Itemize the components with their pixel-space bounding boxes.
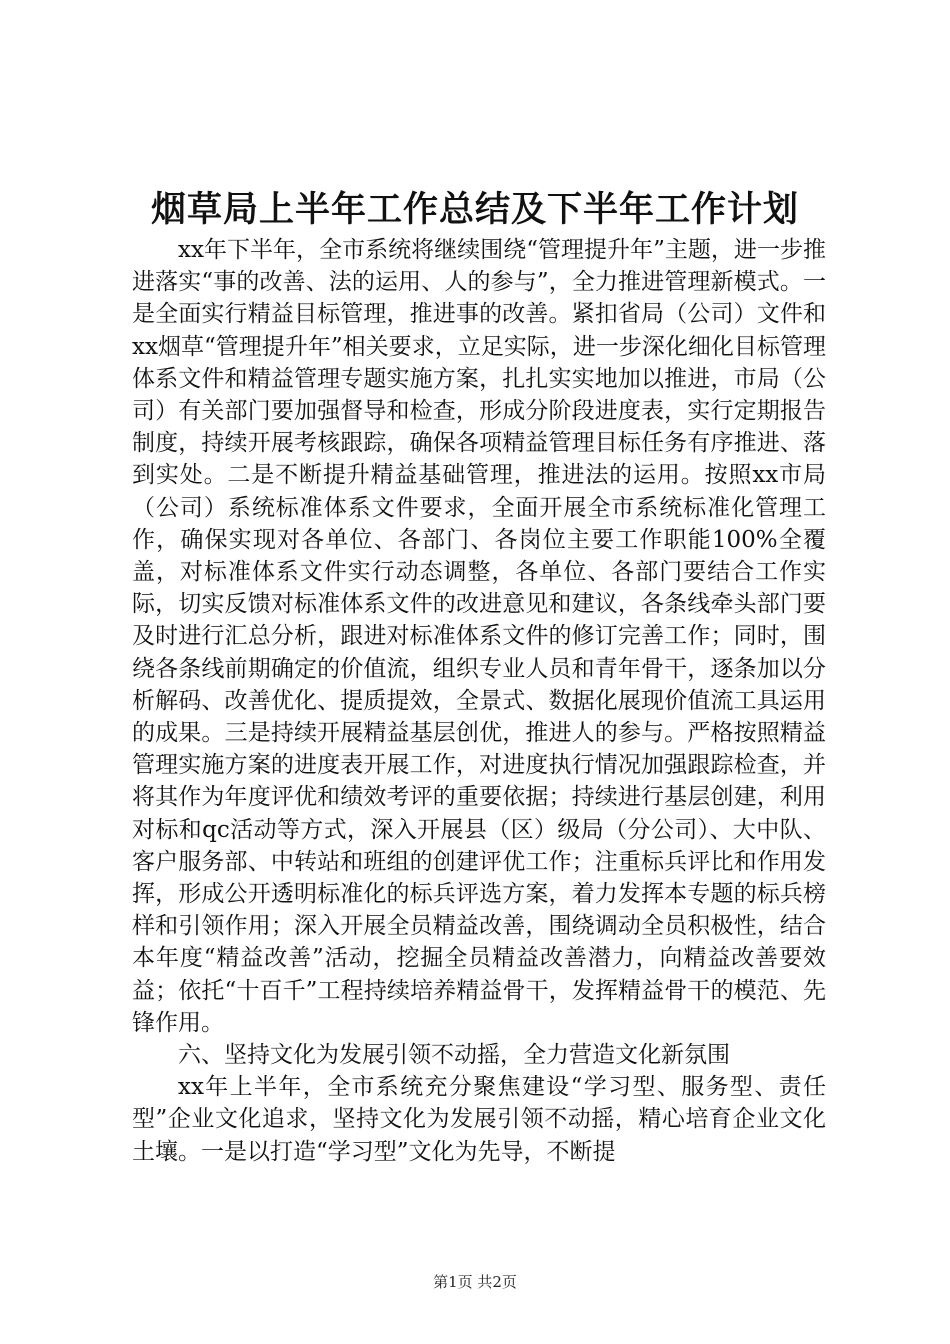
body-paragraph: xx年下半年，全市系统将继续围绕“管理提升年”主题，进一步推进落实“事的改善、法的运用、人的参与”，全力推进管理新模式。一是全面实行精益目标管理，推进事的改善。紧扣省局（公司）文件和xx烟草“管理提升年”相关要求，立足实际，进一步深化细化目标管理体系文件和精益管理专题实施方案，扎扎实实地加以推进，市局（公司）有关部门要加强督导和检查，形成分阶段进度表，实行定期报告制度，持续开展考核跟踪，确保各项精益管理目标任务有序推进、落到实处。二是不断提升精益基础管理，推进法的运用。按照xx市局（公司）系统标准体系文件要求，全面开展全市系统标准化管理工作，确保实现对各单位、各部门、各岗位主要工作职能100%全覆盖，对标准体系文件实行动态调整，各单位、各部门要结合工作实际，切实反馈对标准体系文件的改进意见和建议，各条线牵头部门要及时进行汇总分析，跟进对标准体系文件的修订完善工作；同时，围绕各条线前期确定的价值流，组织专业人员和青年骨干，逐条加以分析解码、改善优化、提质提效，全景式、数据化展现价值流工具运用的成果。三是持续开展精益基层创优，推进人的参与。严格按照精益管理实施方案的进度表开展工作，对进度执行情况加强跟踪检查，并将其作为年度评优和绩效考评的重要依据；持续进行基层创建，利用对标和qc活动等方式，深入开展县（区）级局（分公司）、大中队、客户服务部、中转站和班组的创建评优工作；注重标兵评比和作用发挥，形成公开透明标准化的标兵评选方案，着力发挥本专题的标兵榜样和引领作用；深入开展全员精益改善，围绕调动全员积极性，结合本年度“精益改善”活动，挖掘全员精益改善潜力，向精益改善要效益；依托“十百千”工程持续培养精益骨干，发挥精益骨干的模范、先锋作用。 [132, 237, 826, 1036]
section-heading: 六、坚持文化为发展引领不动摇，全力营造文化新氛围 [178, 1042, 730, 1069]
body-paragraph: xx年上半年，全市系统充分聚焦建设“学习型、服务型、责任型”企业文化追求，坚持文化为发展引领不动摇，精心培育企业文化土壤。一是以打造“学习型”文化为先导，不断提 [132, 1074, 826, 1165]
document-title: 烟草局上半年工作总结及下半年工作计划 [150, 189, 799, 230]
document-body [132, 234, 826, 1168]
page-footer: 第1页 共2页 [433, 1273, 517, 1291]
